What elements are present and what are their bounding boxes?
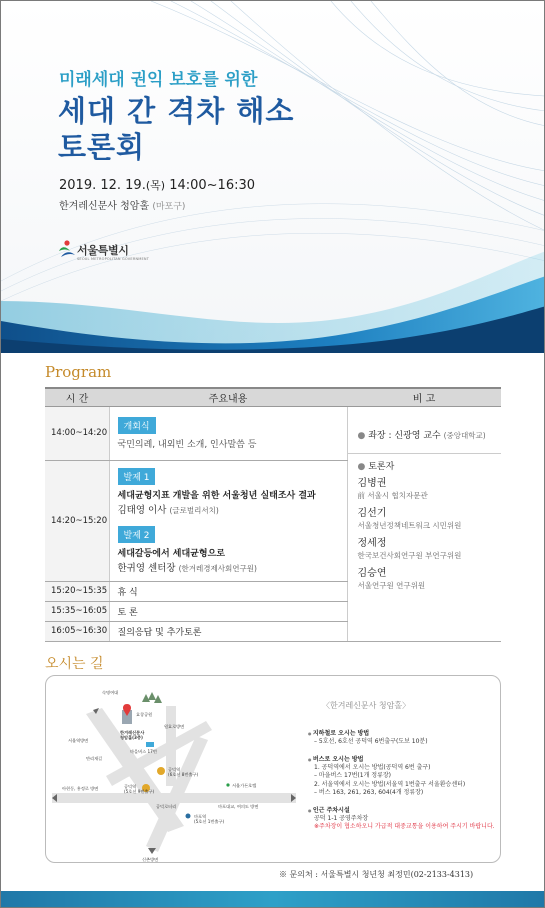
- hero-banner: [1, 1, 545, 353]
- map-label: 마포대교, 여의도 방면: [218, 804, 259, 809]
- arrow-down-icon: [148, 848, 156, 854]
- panelist-affiliation: 서울연구원 연구위원: [357, 580, 426, 590]
- panel-label-line: ● 토론자: [357, 461, 395, 472]
- row-time: 14:00~14:20: [45, 406, 109, 460]
- header-note: 비 고: [347, 388, 501, 406]
- row-time: 14:20~15:20: [45, 460, 109, 581]
- weekday-text: (목): [145, 179, 166, 192]
- header-time: 시 간: [45, 388, 109, 406]
- directions-heading: 오시는 길: [45, 656, 104, 672]
- panel-label: 토론자: [368, 461, 395, 472]
- date-text: 2019. 12. 19.: [59, 178, 146, 193]
- map-label: 청암홀(3층): [120, 735, 143, 740]
- parking-warning: ※주차장이 협소하오니 가급적 대중교통을 이용하여 주시기 바랍니다.: [314, 823, 495, 830]
- venue-heading: 〈한겨레신문사 청암홀〉: [322, 701, 411, 710]
- notes-divider: [348, 453, 502, 454]
- event-venue: [59, 197, 185, 212]
- seoul-logo-icon: [57, 239, 77, 259]
- program-heading: Program: [45, 363, 112, 381]
- row-time: 15:35~16:05: [45, 601, 109, 621]
- map-label: (6호선 8번출구): [168, 772, 199, 777]
- panelist-affiliation: 前 서울시 협치자문관: [357, 490, 428, 500]
- event-title-line2: 토론회: [58, 130, 146, 164]
- map-label: 효창공원: [136, 712, 153, 717]
- map-label: 서울가든호텔: [232, 783, 257, 788]
- bus-line: 2. 서울역에서 오시는 방법(서울역 1번출구 서울환승센터): [314, 780, 466, 788]
- bus-group: [308, 755, 498, 798]
- map-label: 마을버스 17번: [130, 749, 157, 754]
- chair-line: ● 좌장 : 신광영 교수 (중앙대학교): [357, 430, 486, 441]
- directions-box: [45, 675, 501, 863]
- panelist-affiliation: 한국보건사회연구원 부연구위원: [357, 550, 462, 560]
- table-row: [45, 406, 501, 460]
- table-header-row: [45, 388, 501, 406]
- row-time: 16:05~16:30: [45, 621, 109, 641]
- map-label: (5호선 1번출구): [194, 819, 225, 824]
- presenter: 김태영 이사 (글로벌리서치): [117, 504, 219, 516]
- row-content: [109, 460, 347, 581]
- map-label: 숙명여대: [102, 690, 119, 695]
- map-label: 공덕역: [168, 767, 181, 772]
- subway-group: [308, 729, 498, 747]
- session-badge: 발제 1: [118, 468, 156, 485]
- map-label: 아현동, 홍정로 방면: [62, 786, 99, 791]
- directions-info: [308, 700, 498, 840]
- hotel-icon: [226, 783, 229, 786]
- presenter: 한귀영 센터장 (한겨레경제사회연구원): [117, 562, 257, 574]
- map-label: 신촌방면: [142, 857, 159, 862]
- map-label: (5호선 9번출구): [124, 789, 155, 794]
- parking-group: [308, 806, 498, 832]
- parking-line: 공덕 1-1 공영주차장: [314, 814, 369, 822]
- session-badge: 발제 2: [118, 526, 156, 543]
- event-subtitle: 미래세대 권익 보호를 위한: [59, 70, 258, 90]
- row-content: 토 론: [109, 601, 347, 621]
- panelist-name: 김병권: [357, 477, 387, 489]
- map-label: 서울역방면: [68, 738, 89, 743]
- logo-name: 서울특별시: [77, 244, 129, 257]
- session-badge: 개회식: [118, 417, 156, 434]
- bus-heading: ● 버스로 오시는 방법: [308, 755, 498, 764]
- map-label: 공덕역: [124, 784, 137, 789]
- program-table: [45, 387, 501, 642]
- subway-heading: ● 지하철로 오시는 방법: [308, 729, 498, 738]
- parking-heading: ● 인근 주차시설: [308, 806, 498, 815]
- bus-line: 1. 공덕역에서 오시는 방법(공덕역 6번 출구): [314, 763, 431, 771]
- subway-line: – 5호선, 6호선 공덕역 6번출구(도보 10분): [314, 738, 428, 745]
- presentation-title: 세대균형지표 개발을 위한 서울청년 실태조사 결과: [117, 490, 316, 501]
- footer-bar: [1, 891, 545, 908]
- chair-affiliation: (중앙대학교): [443, 430, 486, 440]
- row-time: 15:20~15:35: [45, 581, 109, 601]
- header-content: 주요내용: [109, 388, 347, 406]
- panelist-affiliation: 서울청년정책네트워크 시민위원: [357, 520, 462, 530]
- presentation-title: 세대갈등에서 세대균형으로: [117, 548, 225, 559]
- map-label: 마포역: [194, 814, 207, 819]
- row-content: 휴 식: [109, 581, 347, 601]
- map-label: 공덕로터리: [156, 804, 177, 809]
- session-detail: 국민의례, 내외빈 소개, 인사말씀 등: [117, 439, 257, 450]
- map-label: 만리재길: [86, 756, 103, 761]
- bus-line: – 마을버스 17번(1개 정류장): [314, 772, 392, 779]
- subway-icon: [157, 767, 165, 775]
- panelist-name: 김선기: [357, 507, 387, 519]
- time-text: 14:00~16:30: [169, 178, 256, 193]
- subway-icon: [186, 814, 191, 819]
- contact-info: ※ 문의처 : 서울특별시 청년청 최정민(02-2133-4313): [279, 870, 474, 879]
- chair-text: 좌장 : 신광영 교수: [368, 430, 441, 441]
- row-content: [109, 406, 347, 460]
- venue-text: 한겨레신문사 청암홀: [59, 201, 150, 212]
- event-title-line1: 세대 간 격차 해소: [58, 94, 295, 128]
- panelist-name: 정세정: [357, 537, 387, 549]
- park-icon: [142, 692, 162, 703]
- bus-line: – 버스 163, 261, 263, 604(4개 정류장): [314, 789, 424, 796]
- venue-district: (마포구): [152, 202, 186, 212]
- logo-subtext: SEOUL METROPOLITAN GOVERNMENT: [77, 257, 150, 261]
- panelist-name: 김승연: [357, 567, 387, 579]
- event-date: [59, 177, 255, 193]
- notes-cell: [347, 406, 501, 641]
- map-label: 원효로방면: [164, 724, 185, 729]
- bus-icon: [146, 742, 154, 747]
- row-content: 질의응답 및 추가토론: [109, 621, 347, 641]
- map-label: 한겨레신문사: [120, 730, 145, 735]
